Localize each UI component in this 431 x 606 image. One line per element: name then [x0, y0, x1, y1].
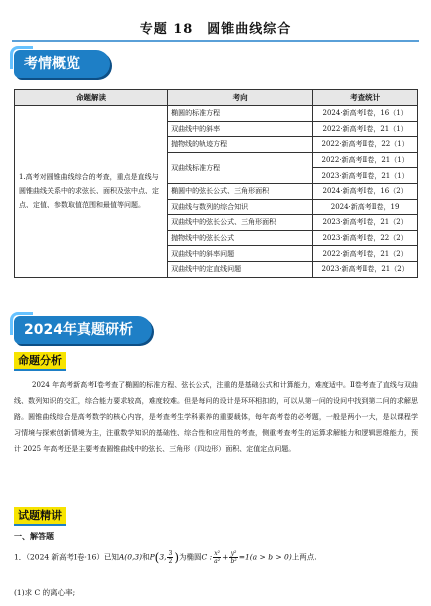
section-heading: 一、解答题	[14, 532, 54, 541]
interpretation-cell: 1.高考对圆锥曲线综合的考查，重点是直线与圆锥曲线关系中的求弦长、面积及弦中点、定点、定值、参数取值范围和最值等问题。	[15, 106, 168, 278]
fraction-p-y	[167, 550, 173, 565]
stat-cell: 2023·新高考Ⅱ卷，21（2）	[313, 261, 418, 277]
question-suffix: 上两点.	[291, 552, 317, 562]
sub-question-1: (1)求 C 的离心率;	[14, 588, 76, 597]
analysis-label: 命题分析	[14, 352, 66, 371]
page-title: 专题 18 圆锥曲线综合	[139, 22, 292, 37]
paren-left: (	[154, 550, 160, 565]
fraction-y	[229, 550, 237, 565]
stat-cell: 2024·新高考Ⅰ卷，16（2）	[313, 183, 418, 199]
fraction-x	[213, 550, 221, 565]
header-statistics: 考查统计	[313, 90, 418, 106]
stat-cell: 2022·新高考Ⅱ卷，21（1）	[313, 152, 418, 168]
research-tag	[14, 316, 152, 344]
topic-cell: 双曲线与数列的综合知识	[168, 199, 313, 215]
stat-cell: 2022·新高考Ⅰ卷，21（1）	[313, 121, 418, 137]
ellipse-condition: =1(a > b > 0)	[238, 552, 292, 562]
topic-cell: 双曲线中的斜率	[168, 121, 313, 137]
stat-cell: 2023·新高考Ⅰ卷，21（2）	[313, 215, 418, 231]
point-p-x: 3,	[159, 552, 167, 562]
ellipse-c: C :	[201, 552, 213, 562]
paren-right: )	[174, 550, 179, 565]
point-a: A(0,3)	[118, 552, 143, 562]
fraction-num: x²	[214, 550, 221, 557]
topic-cell: 椭圆中的弦长公式、三角形面积	[168, 183, 313, 199]
stat-cell: 2022·新高考Ⅰ卷，21（2）	[313, 246, 418, 262]
stat-cell: 2024·新高考Ⅱ卷，19	[313, 199, 418, 215]
question-1	[14, 550, 317, 565]
topic-cell: 双曲线中的弦长公式、三角形面积	[168, 215, 313, 231]
header-direction: 考向	[168, 90, 313, 106]
stat-cell: 2023·新高考Ⅱ卷，21（1）	[313, 168, 418, 184]
topic-cell: 双曲线标准方程	[168, 152, 313, 183]
topic-cell: 抛物线中的弦长公式	[168, 230, 313, 246]
fraction-den: b²	[230, 558, 237, 565]
stat-cell: 2022·新高考Ⅱ卷，22（1）	[313, 137, 418, 153]
research-tag-label: 2024年真题研析	[24, 322, 133, 338]
analysis-paragraph: 2024 年高考新高考Ⅰ卷考查了椭圆的标准方程、弦长公式，注重的是基础公式和计算能力，难度适中。Ⅱ卷考查了直线与双曲线、数列知识的交汇，综合能力要求较高，难度较难。但是每问的设计是环环相扣的，可以从第一问的设问中找到第二问的求解思路。圆锥曲线综合是高考数学的核心内容，是考查考生学科素养的重要载体，每年高考卷的必考题，一般是两小一大，是以课程学习情境与探索创新情境为主，注重数学知识的基础性、综合性和应用性的考查，侧重考查考生的运算求解能力和逻辑思维能力，预计 2025 年高考还是主要考查圆锥曲线中的弦长、三角形（四边形）面积、定值定点问题。	[14, 381, 418, 453]
topic-cell: 椭圆的标准方程	[168, 106, 313, 122]
question-prefix: 1．（2024 新高考Ⅰ卷·16）已知	[14, 552, 119, 562]
fraction-den: 2	[168, 558, 173, 565]
fraction-num: y²	[230, 550, 237, 557]
question-and: 和	[142, 552, 150, 562]
fraction-num: 3	[168, 550, 173, 557]
topic-cell: 双曲线中的斜率问题	[168, 246, 313, 262]
overview-table	[14, 89, 418, 278]
stat-cell: 2024·新高考Ⅰ卷，16（1）	[313, 106, 418, 122]
overview-tag-label: 考情概览	[24, 56, 80, 72]
plus-sign: +	[222, 552, 229, 562]
topic-cell: 双曲线中的定直线问题	[168, 261, 313, 277]
title-bar	[12, 18, 419, 42]
stat-cell: 2023·新高考Ⅰ卷，22（2）	[313, 230, 418, 246]
ellipse-pre: 为椭圆	[179, 552, 202, 562]
table-row	[15, 106, 418, 122]
practice-label: 试题精讲	[14, 507, 66, 526]
topic-cell: 抛物线的轨迹方程	[168, 137, 313, 153]
swirl-decoration-icon	[10, 312, 33, 335]
overview-tag	[14, 50, 110, 78]
header-interpretation: 命题解读	[15, 90, 168, 106]
swirl-decoration-icon	[10, 46, 33, 69]
point-p: P	[149, 552, 155, 562]
fraction-den: a²	[214, 558, 221, 565]
